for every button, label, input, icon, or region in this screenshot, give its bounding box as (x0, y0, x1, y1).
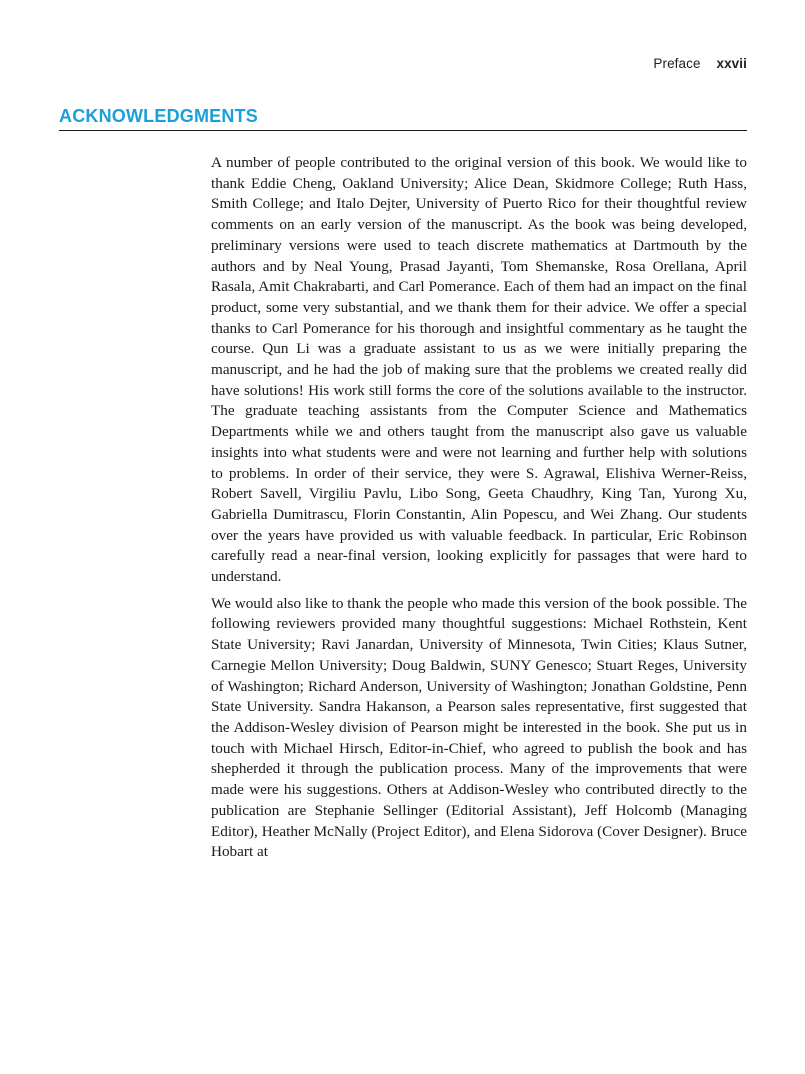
section-heading-block (59, 106, 747, 131)
running-head-section: Preface (653, 56, 701, 71)
paragraph-2: We would also like to thank the people who made this version of the book possible. The following reviewers provided many thoughtful suggestions: Michael Rothstein, Kent State University; Ravi Janardan, University of Minnesota, Twin Cities; Klaus Sutner, Carnegie Mellon University; Doug Baldwin, SUNY Genesco; Stuart Reges, University of Washington; Richard Anderson, University of Washington; Jonathan Goldstine, Penn State University. Sandra Hakanson, a Pearson sales representative, first suggested that the Addison-Wesley division of Pearson might be interested in the book. She put us in touch with Michael Hirsch, Editor-in-Chief, who agreed to publish the book and has shepherded it through the publication process. Many of the improvements that were made were his suggestions. Others at Addison-Wesley who contributed directly to the publication are Stephanie Sellinger (Editorial Assistant), Jeff Holcomb (Managing Editor), Heather McNally (Project Editor), and Elena Sidorova (Cover Designer). Bruce Hobart at (211, 594, 747, 861)
running-head (653, 56, 747, 71)
section-heading: ACKNOWLEDGMENTS (59, 106, 258, 126)
body-text (211, 153, 747, 869)
paragraph-1: A number of people contributed to the original version of this book. We would like to thank Eddie Cheng, Oakland University; Alice Dean, Skidmore College; Ruth Hass, Smith College; and Italo Dejter, University of Puerto Rico for their thoughtful review comments on an early version of the manuscript. As the book was being developed, preliminary versions were used to teach discrete mathematics at Dartmouth by the authors and by Neal Young, Prasad Jayanti, Tom Shemanske, Rosa Orellana, April Rasala, Amit Chakrabarti, and Carl Pomerance. Each of them had an impact on the final product, some very substantial, and we thank them for their advice. We offer a special thanks to Carl Pomerance for his thorough and insightful commentary as he taught the course. Qun Li was a graduate assistant to us as we were initially preparing the manuscript, and he had the job of making sure that the problems we created really did have solutions! His work still forms the core of the solutions available to the instructor. The graduate teaching assistants from the Computer Science and Mathematics Departments while we and others taught from the manuscript also gave us valuable insights into what students were and were not learning and further help with solutions to problems. In order of their service, they were S. Agrawal, Elishiva Werner-Reiss, Robert Savell, Virgiliu Pavlu, Libo Song, Geeta Chaudhry, King Tan, Yurong Xu, Gabriella Dumitrascu, Florin Constantin, Alin Popescu, and Wei Zhang. Our students over the years have provided us with valuable feedback. In particular, Eric Robinson carefully read a near-final version, looking explicitly for passages that were hard to understand. (211, 154, 747, 586)
page-number: xxvii (716, 56, 747, 71)
